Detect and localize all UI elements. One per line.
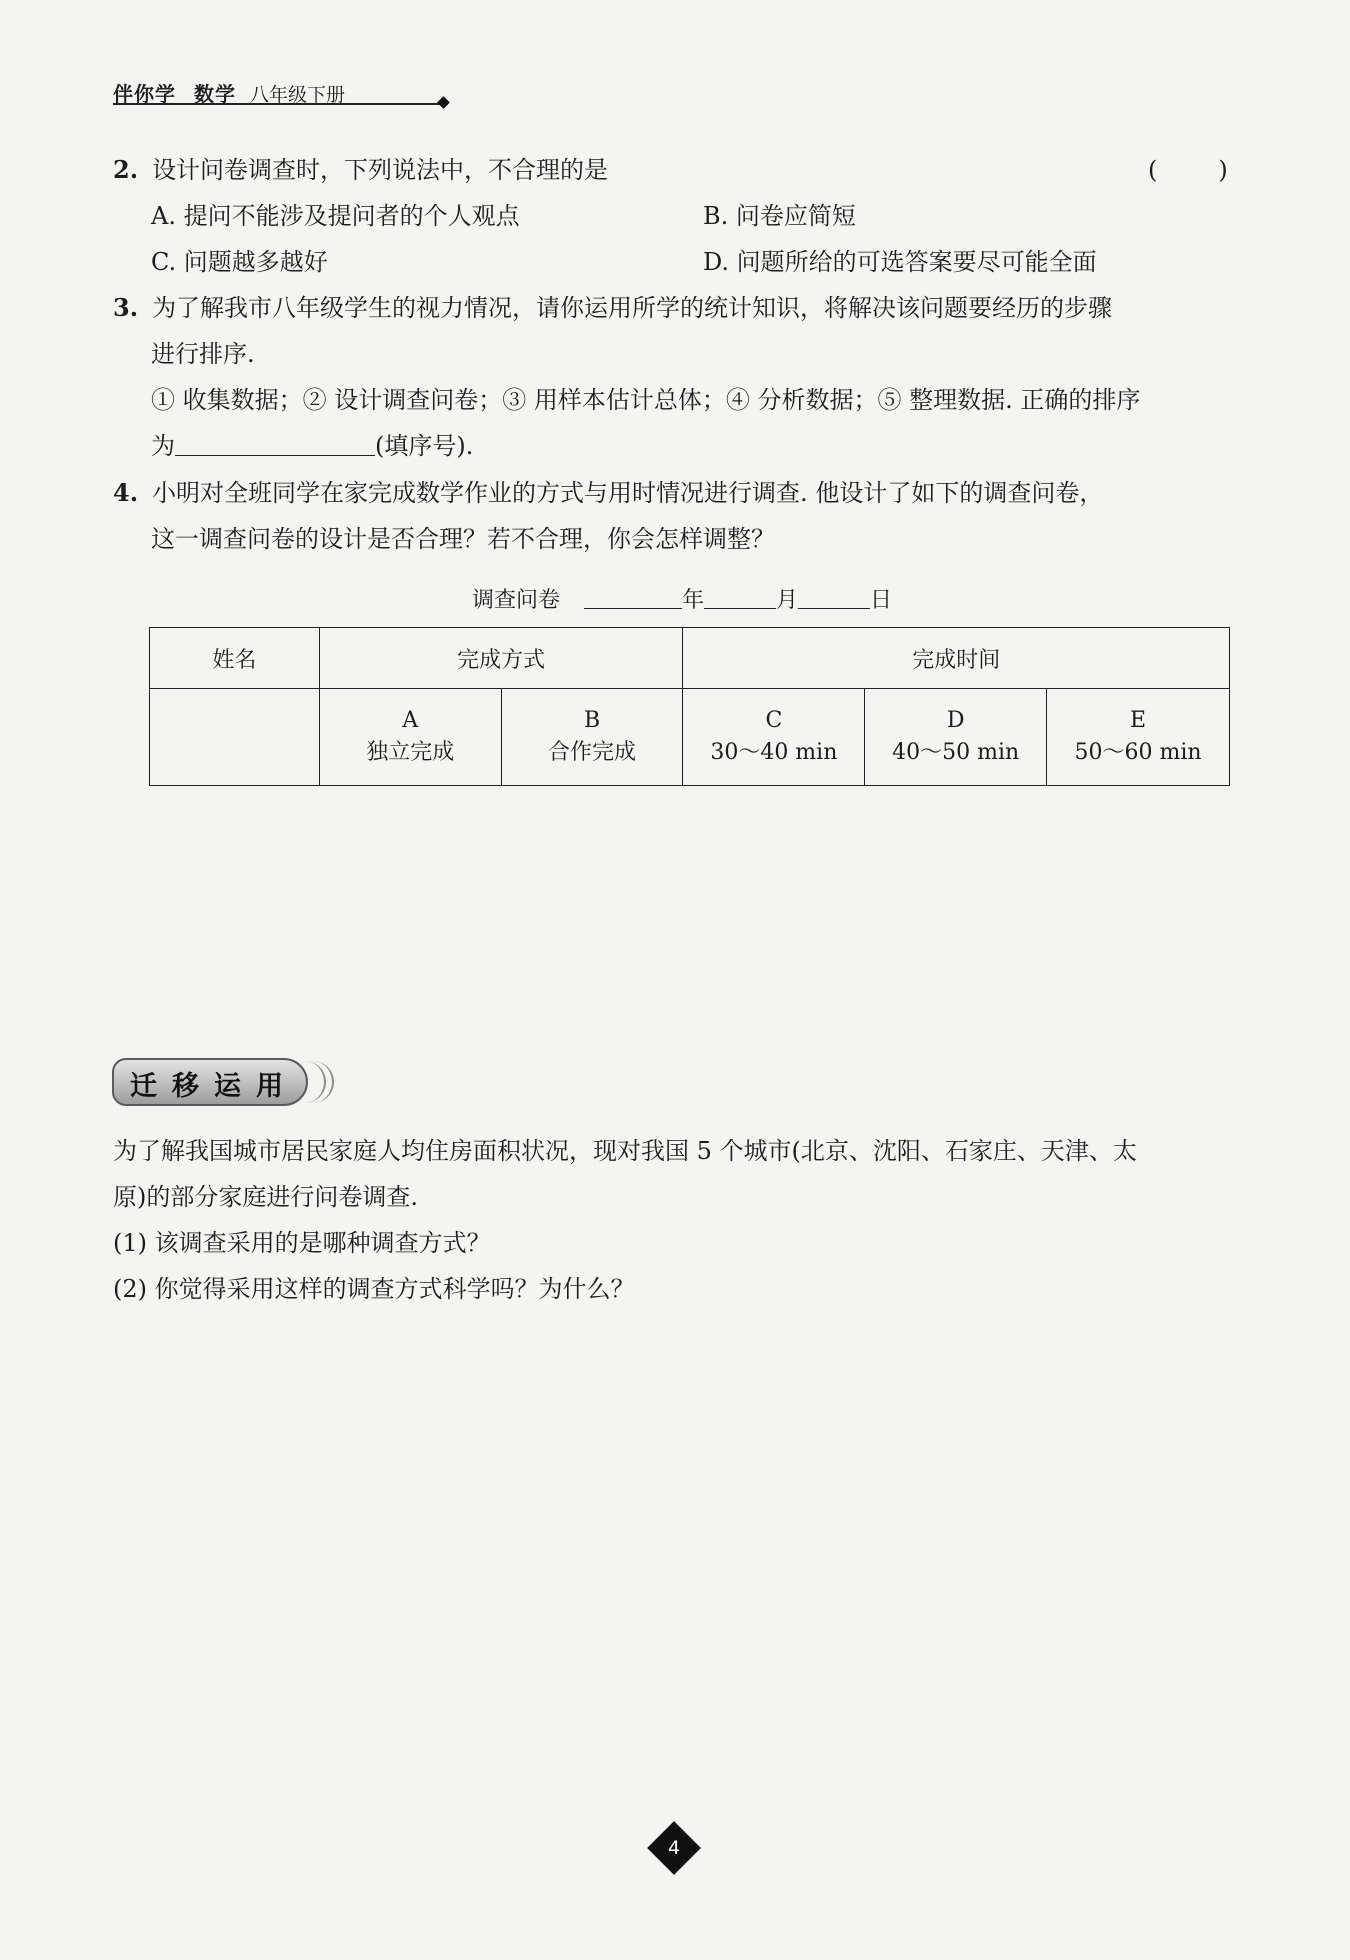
option-c: C. 问题越多越好 xyxy=(151,248,328,276)
option-letter: B xyxy=(583,708,601,733)
book-title: 伴你学 xyxy=(113,82,176,106)
question-text: 设计问卷调查时，下列说法中，不合理的是 xyxy=(152,156,609,184)
header-time: 完成时间 xyxy=(683,628,1230,689)
option-b: B. 问卷应简短 xyxy=(703,202,856,230)
survey-table xyxy=(149,627,1230,786)
option-text: 独立完成 xyxy=(366,740,455,765)
option-a: A. 提问不能涉及提问者的个人观点 xyxy=(151,202,520,230)
day-blank xyxy=(798,582,870,609)
page-number: 4 xyxy=(667,1837,681,1859)
header-rule xyxy=(113,103,443,105)
option-text: 50～60 min xyxy=(1074,740,1202,765)
survey-title-text: 调查问卷 xyxy=(472,588,561,613)
table-header-row xyxy=(150,628,1230,689)
option-cell-d[interactable] xyxy=(865,689,1047,786)
survey-title xyxy=(472,582,892,617)
option-cell-b[interactable] xyxy=(501,689,683,786)
option-text: 合作完成 xyxy=(548,740,637,765)
year-blank xyxy=(584,582,682,609)
question-3-line-1 xyxy=(113,291,1112,325)
header-method: 完成方式 xyxy=(319,628,683,689)
question-number: 3. xyxy=(113,293,139,322)
option-text: 30～40 min xyxy=(710,740,838,765)
section-badge xyxy=(112,1058,332,1108)
subject-label: 数学 xyxy=(194,82,236,106)
option-letter: A xyxy=(402,708,419,733)
section-question-1: (1) 该调查采用的是哪种调查方式？ xyxy=(113,1229,491,1257)
question-text: 小明对全班同学在家完成数学作业的方式与用时情况进行调查. 他设计了如下的调查问卷， xyxy=(152,479,1104,507)
question-text: 为了解我市八年级学生的视力情况，请你运用所学的统计知识，将解决该问题要经历的步骤 xyxy=(152,294,1113,322)
question-number: 4. xyxy=(113,478,139,507)
option-d: D. 问题所给的可选答案要尽可能全面 xyxy=(703,248,1097,276)
option-cell-e[interactable] xyxy=(1047,689,1230,786)
section-line-2: 原)的部分家庭进行问卷调查. xyxy=(113,1183,418,1211)
day-label: 日 xyxy=(870,588,893,613)
question-3-line-4 xyxy=(151,429,473,463)
year-label: 年 xyxy=(682,588,705,613)
grade-label: 八年级下册 xyxy=(250,84,346,106)
name-cell[interactable] xyxy=(150,689,320,786)
question-number: 2. xyxy=(113,155,139,184)
option-letter: D xyxy=(946,708,965,733)
option-letter: C xyxy=(765,708,783,733)
option-cell-a[interactable] xyxy=(319,689,501,786)
question-text: 为 xyxy=(151,432,175,460)
option-text: 40～50 min xyxy=(892,740,1020,765)
question-2-stem xyxy=(113,153,608,187)
answer-blank[interactable] xyxy=(175,429,375,456)
question-text: (填序号). xyxy=(375,432,474,460)
section-line-1: 为了解我国城市居民家庭人均住房面积状况，现对我国 5 个城市(北京、沈阳、石家庄、天津、太 xyxy=(113,1137,1137,1165)
badge-stripe xyxy=(312,1061,334,1103)
answer-parentheses: ( ) xyxy=(1148,156,1228,184)
table-row xyxy=(150,689,1230,786)
question-4-line-2: 这一调查问卷的设计是否合理？若不合理，你会怎样调整？ xyxy=(151,525,775,553)
month-label: 月 xyxy=(776,588,799,613)
header-name: 姓名 xyxy=(150,628,320,689)
option-letter: E xyxy=(1130,708,1147,733)
question-3-line-3: ① 收集数据；② 设计调查问卷；③ 用样本估计总体；④ 分析数据；⑤ 整理数据. 正确的排序 xyxy=(151,386,1141,414)
option-cell-c[interactable] xyxy=(683,689,865,786)
question-3-line-2: 进行排序. xyxy=(151,340,255,368)
month-blank xyxy=(704,582,776,609)
question-4-line-1 xyxy=(113,476,1103,510)
section-title: 迁移运用 xyxy=(130,1071,298,1102)
section-question-2: (2) 你觉得采用这样的调查方式科学吗？为什么？ xyxy=(113,1275,635,1303)
